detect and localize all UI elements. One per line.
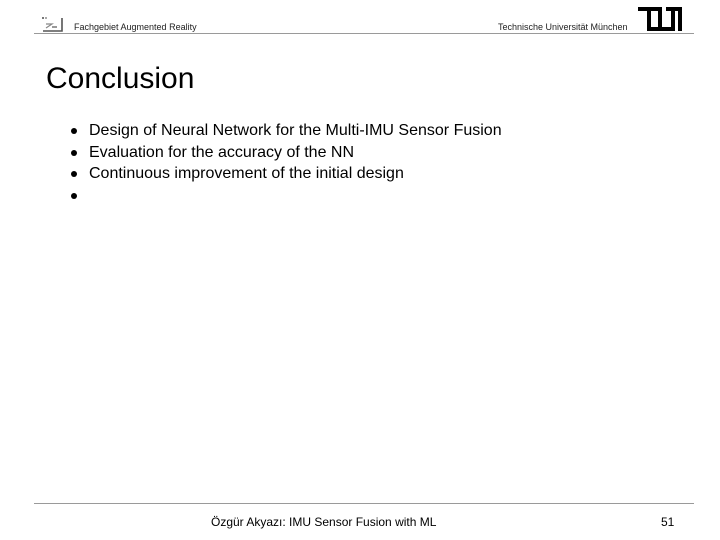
bullet-dot-icon [71,171,77,177]
bullet-dot-icon [71,128,77,134]
footer-divider [34,503,694,504]
bullet-item [70,163,510,185]
footer-presenter: Özgür Akyazı: IMU Sensor Fusion with ML [211,515,437,529]
page-number: 51 [661,515,675,529]
bullet-dot-icon [71,150,77,156]
bullet-text: Evaluation for the accuracy of the NN [89,143,355,161]
bullet-item [70,142,510,164]
slide-title: Conclusion [46,62,195,95]
header-divider [34,33,694,34]
bullet-text: Design of Neural Network for the Multi-IMU Sensor Fusion [89,122,502,139]
bullet-list [70,120,510,206]
header-chair-name: Fachgebiet Augmented Reality [74,22,197,32]
bullet-item [70,120,510,142]
ar-chair-logo-icon [40,14,66,34]
header-university-name: Technische Universität München [498,22,628,32]
bullet-dot-icon [71,193,77,199]
bullet-item [70,185,510,207]
tum-logo-icon [633,6,683,32]
bullet-text: Continuous improvement of the initial design [89,165,404,182]
